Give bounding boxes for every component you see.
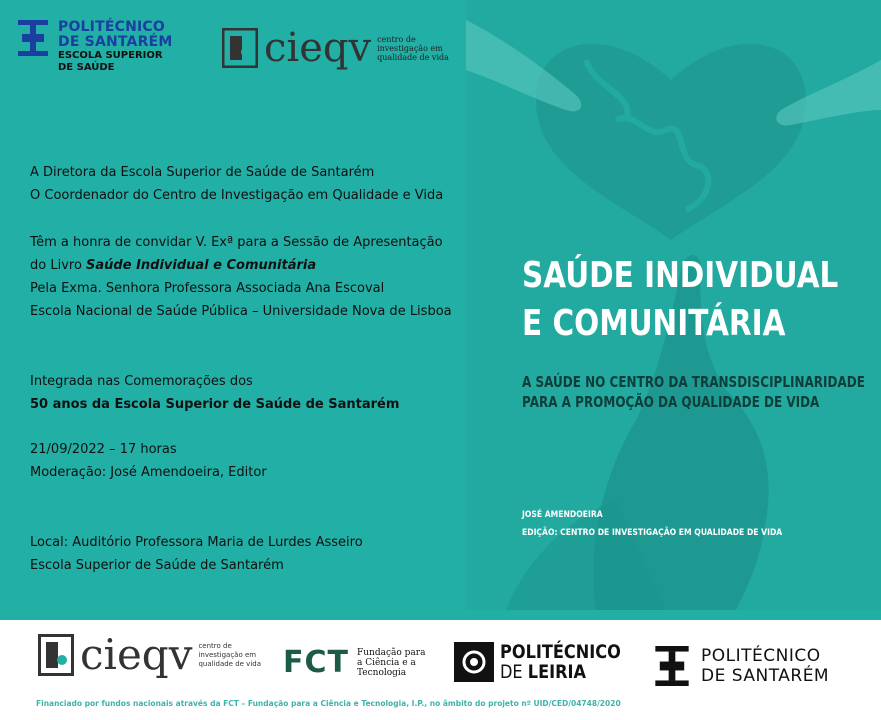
book-title: Saúde Individual e Comunitária [86,258,317,273]
footer-cieqv-logo [38,630,268,679]
cover-subtitle-line1: A SAÚDE NO CENTRO DA TRANSDISCIPLINARIDADE [522,373,865,391]
footer-ps-line2: DE SANTARÉM [701,666,830,686]
footer-cieqv-tagline: centro de investigação em qualidade de vida [198,641,261,668]
footer-politecnico-santarem-logo [655,646,829,686]
leiria-line1: POLITÉCNICO [500,641,621,663]
ps-logo-line4: DE SAÚDE [58,62,115,73]
invitation-line: O Coordenador do Centro de Investigação em Qualidade e Vida [30,188,444,203]
invitation-line: Pela Exma. Senhora Professora Associada Ana Escoval [30,281,385,296]
footer-ps-line1: POLITÉCNICO [701,646,821,666]
leiria-line2: DE LEIRIA [500,661,587,683]
ps-logo-line1: POLITÉCNICO [58,19,165,35]
book-cover [466,0,881,610]
ps-logo-line2: DE SANTARÉM [58,34,173,50]
fct-logo [283,645,427,680]
cieqv-wordmark: cieqv [264,25,372,71]
invitation-line: Local: Auditório Professora Maria de Lurdes Asseiro [30,535,363,550]
invitation-moderation: Moderação: José Amendoeira, Editor [30,465,267,480]
cieqv-icon [222,28,258,68]
cover-subtitle [522,372,865,412]
invitation-location [30,531,363,577]
politecnico-leiria-logo [454,642,642,682]
invitation-line: do Livro Saúde Individual e Comunitária [30,258,317,273]
sponsor-footer [0,620,881,720]
invitation-line: Integrada nas Comemorações dos [30,374,253,389]
invitation-line: A Diretora da Escola Superior de Saúde de Santarém [30,165,375,180]
politecnico-santarem-logo [18,20,172,74]
cieqv-icon [38,634,74,676]
politecnico-santarem-icon [18,20,48,56]
leiria-icon [454,642,494,682]
invitation-hosts [30,161,443,207]
invitation-datetime [30,438,267,484]
cover-title-line1: SAÚDE INDIVIDUAL [522,255,839,296]
invitation-commemoration [30,370,399,416]
cover-author: JOSÉ AMENDOEIRA [522,510,603,520]
ps-logo-line3: ESCOLA SUPERIOR [58,50,163,61]
footer-cieqv-wordmark: cieqv [80,630,193,679]
invitation-date: 21/09/2022 – 17 horas [30,442,177,457]
cieqv-logo [222,25,457,71]
invitation-line: Têm a honra de convidar V. Exª para a Sessão de Apresentação [30,235,443,250]
invitation-line: Escola Nacional de Saúde Pública – Universidade Nova de Lisboa [30,304,452,319]
cover-credits [522,506,782,542]
funding-notice: Financiado por fundos nacionais através da FCT – Fundação para a Ciência e Tecnologia, I.P., no âmbito do projeto nº UID/CED/04748/2020 [36,699,621,708]
invitation-body [30,231,452,323]
cover-subtitle-line2: PARA A PROMOÇÃO DA QUALIDADE DE VIDA [522,393,820,411]
cieqv-tagline: centro de investigação em qualidade de vida [377,34,449,62]
fct-wordmark: FCT [283,645,349,680]
fct-tagline: Fundação para a Ciência e a Tecnologia [356,648,426,678]
politecnico-santarem-icon [655,646,689,686]
invitation-line: Escola Superior de Saúde de Santarém [30,558,284,573]
invitation-line: 50 anos da Escola Superior de Saúde de Santarém [30,397,400,412]
cover-title [522,252,838,348]
cover-title-line2: E COMUNITÁRIA [522,303,786,344]
cover-edition: EDIÇÃO: CENTRO DE INVESTIGAÇÃO EM QUALIDADE DE VIDA [522,528,783,538]
